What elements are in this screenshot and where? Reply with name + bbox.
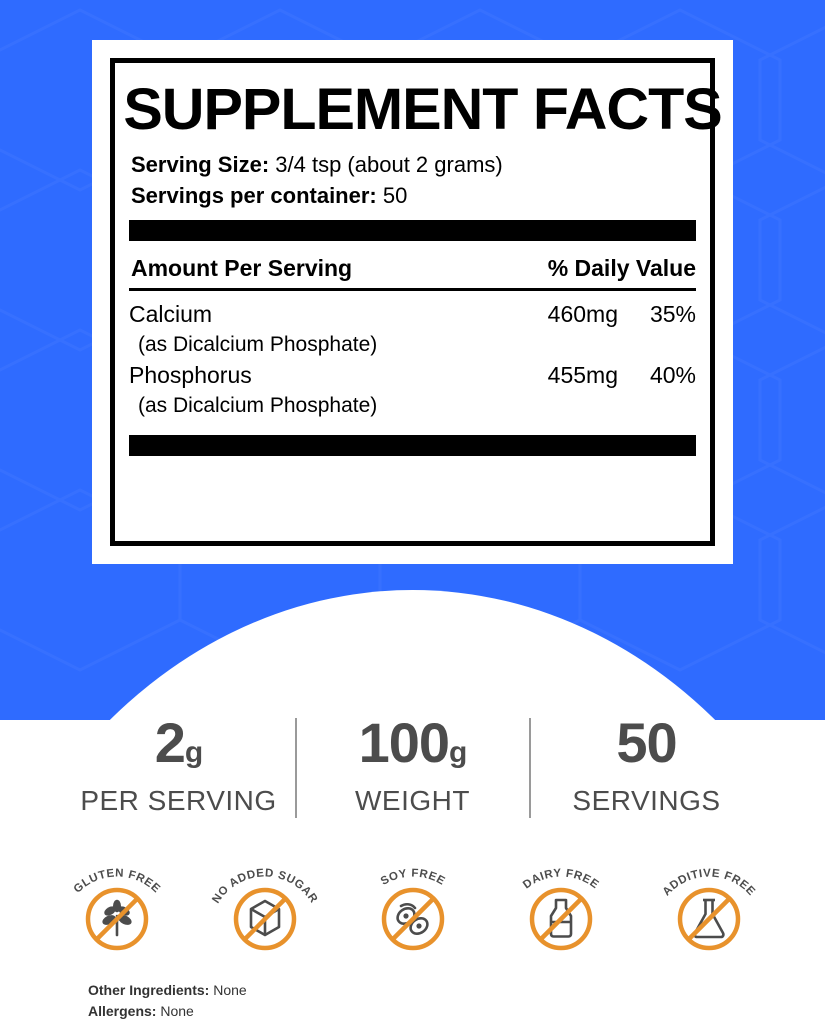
badge-label: DAIRY FREE (520, 867, 601, 892)
sugar-cube-icon (232, 886, 298, 952)
allergens-line (88, 1001, 247, 1022)
badge-label: GLUTEN FREE (71, 867, 162, 896)
stat-unit: g (184, 736, 203, 769)
flask-icon (676, 886, 742, 952)
supplement-facts-border (110, 58, 722, 546)
badge-additive-free (643, 858, 775, 966)
badge-soy-free (347, 858, 479, 966)
stat-unit: g (449, 736, 467, 769)
badge-row (0, 858, 825, 966)
other-ingredients-line (88, 980, 247, 1001)
badge-label: ADDITIVE FREE (660, 867, 757, 899)
nutrient-name: Phosphorus (129, 362, 252, 388)
stat-value: 50 (616, 711, 677, 774)
nutrient-source: (as Dicalcium Phosphate) (138, 333, 378, 356)
footer-text (88, 980, 247, 1022)
stat-value-group (547, 712, 747, 784)
serving-size-label: Serving Size: (131, 152, 270, 177)
nutrient-name: Calcium (129, 301, 213, 327)
nutrient-daily-value: 40% (649, 362, 696, 388)
table-row (129, 299, 696, 360)
soybean-icon (380, 886, 446, 952)
other-ingredients-label: Other Ingredients: (88, 982, 210, 998)
other-ingredients-value: None (213, 982, 247, 998)
daily-value-header: % Daily Value (547, 255, 696, 281)
stat-divider (295, 718, 297, 818)
badge-no-added-sugar (199, 858, 331, 966)
stat-value-group (79, 712, 279, 784)
stat-servings (547, 712, 747, 818)
nutrient-table (129, 299, 696, 421)
badge-label: SOY FREE (378, 867, 447, 888)
badge-label: NO ADDED SUGAR (209, 867, 320, 906)
stat-value: 2 (154, 711, 185, 774)
badge-gluten-free (51, 858, 183, 966)
divider-bar-bottom (129, 435, 696, 456)
nutrient-source: (as Dicalcium Phosphate) (138, 394, 378, 417)
nutrient-amount: 460mg (547, 301, 618, 327)
stat-divider (529, 718, 531, 818)
stat-label: PER SERVING (80, 785, 277, 816)
allergens-value: None (160, 1003, 194, 1019)
stats-strip (0, 712, 825, 818)
stat-per-serving (79, 712, 279, 818)
supplement-facts-panel (92, 40, 733, 564)
table-row (129, 360, 696, 421)
divider-bar-top (129, 220, 696, 241)
servings-per-container-value: 50 (382, 183, 408, 208)
stat-weight (313, 712, 513, 818)
servings-per-container-line (131, 182, 696, 210)
svg-text:SOY FREE (378, 867, 446, 887)
nutrient-name-cell (129, 299, 498, 360)
table-header-row (129, 247, 696, 291)
badge-dairy-free (495, 858, 627, 966)
servings-per-container-label: Servings per container: (131, 183, 377, 208)
serving-size-line (131, 151, 696, 179)
milk-bottle-icon (528, 886, 594, 952)
stat-value-group (313, 712, 513, 784)
nutrient-name-cell (129, 360, 498, 421)
stat-label: SERVINGS (572, 785, 721, 816)
panel-title: SUPPLEMENT FACTS (123, 77, 722, 142)
amount-per-serving-header: Amount Per Serving (131, 255, 353, 281)
nutrient-daily-value: 35% (649, 301, 696, 327)
serving-size-value: 3/4 tsp (about 2 grams) (275, 152, 503, 177)
wheat-icon (84, 886, 150, 952)
stat-label: WEIGHT (355, 785, 470, 816)
stat-value: 100 (358, 711, 450, 774)
nutrient-amount: 455mg (547, 362, 618, 388)
allergens-label: Allergens: (88, 1003, 157, 1019)
